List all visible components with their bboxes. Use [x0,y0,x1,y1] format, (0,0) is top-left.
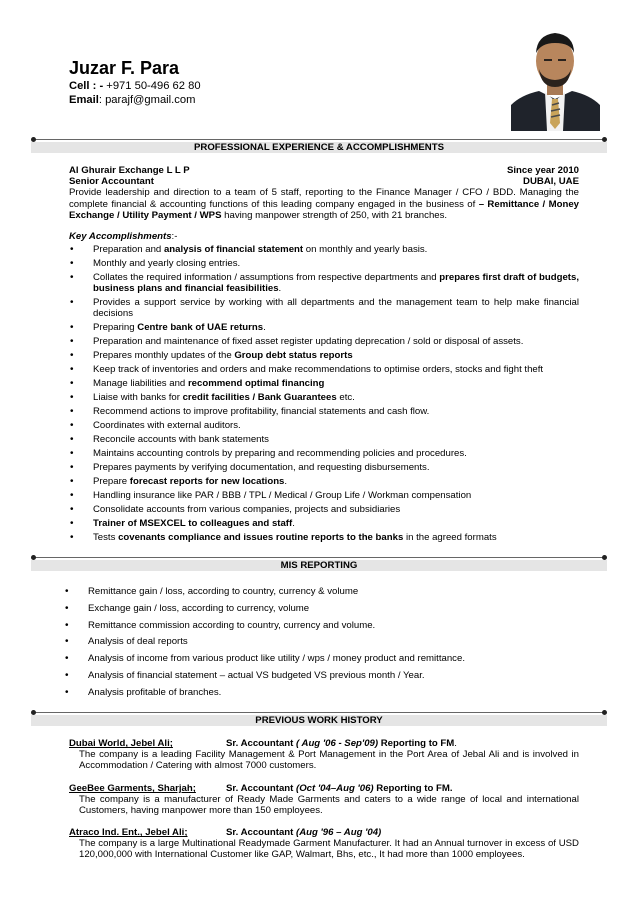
bullet-icon: • [70,434,74,446]
accomplishment-text: Prepare [93,476,130,488]
history-role: Sr. Accountant [226,783,294,794]
accomplishment-item [69,406,579,417]
accomplishment-item [69,364,579,375]
job-location: DUBAI, UAE [523,176,579,188]
history-entry [69,827,579,861]
mis-list [64,586,579,704]
accomplishment-item [69,272,579,294]
bullet-icon: • [65,586,69,597]
job-summary [69,187,579,221]
accomplishment-text: Preparation and [93,244,164,255]
accomplishment-highlight: Group debt status reports [234,350,353,362]
bullet-icon: • [70,336,74,348]
history-role-line [226,827,381,838]
bullet-icon: • [65,669,69,681]
current-job [69,165,579,221]
history-end: . [454,738,457,749]
accomplishment-text: . [284,476,288,488]
mis-item-text: Analysis of deal reports [88,636,188,648]
bullet-icon: • [70,272,74,283]
accomplishment-item [69,462,579,473]
history-entry-header [69,738,579,749]
accomplishment-text: Coordinates with external auditors. [93,420,241,432]
accomplishment-text: Collates the required information / assumptions from respective departments and [93,272,440,283]
mis-item-text: Remittance commission according to country, currency and volume. [88,619,376,631]
bullet-icon: • [70,532,74,544]
mis-item-text: Analysis of income from various product like utility / wps / money product and remittance. [88,653,465,665]
bullet-icon: • [65,602,69,614]
bullet-icon: • [70,297,74,309]
history-company: Dubai World, Jebel Ali; [69,738,173,749]
cell-value: +971 50-496 62 80 [103,80,201,92]
bullet-icon: • [70,364,74,376]
job-business-lines: – Remittance / Money Exchange / Utility Payment / WPS [69,198,579,221]
mis-section-title: MIS REPORTING [31,560,607,571]
history-reporting: Reporting to FM. [373,783,453,794]
mis-item [64,687,579,698]
history-description: The company is a manufacturer of Ready Made Garments and caters to a wide range of local and international Customers, having manpower more than 150 employees. [79,794,579,817]
mis-item-text: Analysis profitable of branches. [88,686,222,698]
accomplishment-item [69,504,579,515]
accomplishment-text: Preparing [93,322,138,334]
job-summary-tail: having manpower strength of 250, with 21 branches. [221,209,448,221]
accomplishment-text: Liaise with banks for [93,392,183,404]
accomplishment-text: etc. [336,392,355,404]
accomplishment-item [69,244,579,255]
accomplishment-item [69,518,579,529]
history-entry [69,738,579,772]
accomplishment-text: in the agreed formats [403,532,497,544]
accomplishment-text: Preparation and maintenance of fixed asset register updating deprecation / sold or disposal of assets. [93,336,524,348]
accomplishment-item [69,532,579,543]
accomplishment-item [69,490,579,501]
bullet-icon: • [70,350,74,362]
accomplishment-text: . [278,283,282,295]
accomplishments-list [69,244,579,546]
accomplishment-item [69,392,579,403]
accomplishment-text: Prepares monthly updates of the [93,350,235,362]
history-role-line [226,783,453,794]
accomplishment-highlight: Trainer of MSEXCEL to colleagues and staff [93,518,293,530]
accomplishment-item [69,322,579,333]
accomplishment-text: Handling insurance like PAR / BBB / TPL / Medical / Group Life / Workman compensation [93,490,472,502]
experience-section-title: PROFESSIONAL EXPERIENCE & ACCOMPLISHMENTS [31,142,607,153]
bullet-icon: • [70,258,74,269]
bullet-icon: • [70,462,74,474]
accomplishment-item [69,350,579,361]
email-label: Email [69,94,99,106]
history-section-title: PREVIOUS WORK HISTORY [31,715,607,726]
history-period: (Oct '04–Aug '06) [296,783,374,794]
accomplishment-highlight: recommend optimal financing [187,378,325,390]
bullet-icon: • [70,392,74,404]
bullet-icon: • [65,636,69,648]
key-accomplishments-colon: :- [171,231,178,242]
accomplishment-highlight: covenants compliance and issues routine reports to the banks [118,532,404,544]
mis-item [64,653,579,664]
history-role: Sr. Accountant [226,827,294,838]
bullet-icon: • [70,322,74,334]
accomplishment-highlight: analysis of financial statement [163,244,304,255]
accomplishment-item [69,297,579,319]
mis-section-header [31,557,607,571]
email-line [69,93,201,107]
history-entry-header [69,783,579,794]
cell-line [69,79,201,93]
mis-item [64,603,579,614]
history-period: ( Aug '06 - Sep'09) [296,738,379,749]
history-period: (Aug '96 – Aug '04) [296,827,382,838]
experience-section-header [31,139,607,153]
mis-item [64,620,579,631]
accomplishment-text: Manage liabilities and [93,378,188,390]
accomplishment-highlight: forecast reports for new locations [129,476,285,488]
mis-item-text: Analysis of financial statement – actual VS budgeted VS previous month / Year. [88,669,425,681]
company-name: Al Ghurair Exchange L L P [69,165,190,176]
history-role-line [226,738,457,749]
accomplishment-text: Reconcile accounts with bank statements [93,434,269,446]
cell-label: Cell : - [69,80,104,92]
job-title: Senior Accountant [69,176,154,188]
accomplishment-text: Monthly and yearly closing entries. [93,258,241,269]
bullet-icon: • [70,504,74,516]
mis-item-text: Remittance gain / loss, according to country, currency & volume [88,586,359,597]
history-description: The company is a leading Facility Management & Port Management in the Port Area of Jebal Ali and is involved in Accommodation / Catering with almost 7000 customers. [79,749,579,772]
accomplishment-text: Consolidate accounts from various companies, projects and subsidiaries [93,504,401,516]
accomplishment-text: . [292,518,295,530]
bullet-icon: • [70,518,74,530]
bullet-icon: • [65,619,69,631]
accomplishment-text: Prepares payments by verifying documentation, and requesting disbursements. [93,462,430,474]
accomplishment-text: Tests [93,532,119,544]
accomplishment-highlight: prepares first draft of budgets, business plans and financial feasibilities [93,272,579,295]
bullet-icon: • [65,686,69,698]
history-entry [69,783,579,817]
mis-item [64,670,579,681]
bullet-icon: • [70,378,74,390]
accomplishment-item [69,434,579,445]
bullet-icon: • [65,653,69,665]
key-accomplishments-label: Key Accomplishments [69,231,172,242]
history-section-header [31,712,607,726]
profile-photo [511,19,600,131]
accomplishment-text: Keep track of inventories and orders and make recommendations to optimise orders, stocks and fight theft [93,364,544,376]
accomplishment-text: . [263,322,266,334]
accomplishment-text: Maintains accounting controls by preparing and recommending policies and procedures. [93,448,467,460]
mis-item [64,586,579,597]
accomplishment-text: Recommend actions to improve profitability, financial statements and cash flow. [93,406,430,418]
job-since: Since year 2010 [506,165,579,176]
bullet-icon: • [70,448,74,460]
key-accomplishments-heading [69,231,177,242]
history-company: GeeBee Garments, Sharjah; [69,783,196,794]
email-value: : parajf@gmail.com [98,94,196,106]
accomplishment-item [69,378,579,389]
history-entry-header [69,827,579,838]
candidate-name: Juzar F. Para [69,58,180,78]
accomplishment-highlight: Centre bank of UAE returns [137,322,264,334]
accomplishment-item [69,258,579,269]
bullet-icon: • [70,406,74,418]
mis-item-text: Exchange gain / loss, according to currency, volume [88,602,310,614]
accomplishment-text: Provides a support service by working with all departments and the management team to help make financial decisions [93,297,579,320]
mis-item [64,636,579,647]
bullet-icon: • [70,244,74,255]
accomplishment-highlight: credit facilities / Bank Guarantees [182,392,337,404]
history-reporting: Reporting to FM [378,738,455,749]
accomplishment-item [69,420,579,431]
job-summary-text: Provide leadership and direction to a team of 5 staff, reporting to the Finance Manager / CFO / BDD. Managing the complete financial & accounting functions of this leading company engaged in the business of [69,187,579,210]
history-role: Sr. Accountant [226,738,294,749]
bullet-icon: • [70,420,74,432]
bullet-icon: • [70,490,74,502]
history-company: Atraco Ind. Ent., Jebel Ali; [69,827,188,838]
accomplishment-item [69,336,579,347]
history-description: The company is a large Multinational Readymade Garment Manufacturer. It had an Annual turnover in excess of USD 120,000,000 with International Customer like GAP, Walmart, Bhs, etc., It had more than 1000 employees. [79,838,579,861]
accomplishment-text: on monthly and yearly basis. [303,244,428,255]
accomplishment-item [69,476,579,487]
contact-block [69,79,201,107]
bullet-icon: • [70,476,74,488]
accomplishment-item [69,448,579,459]
